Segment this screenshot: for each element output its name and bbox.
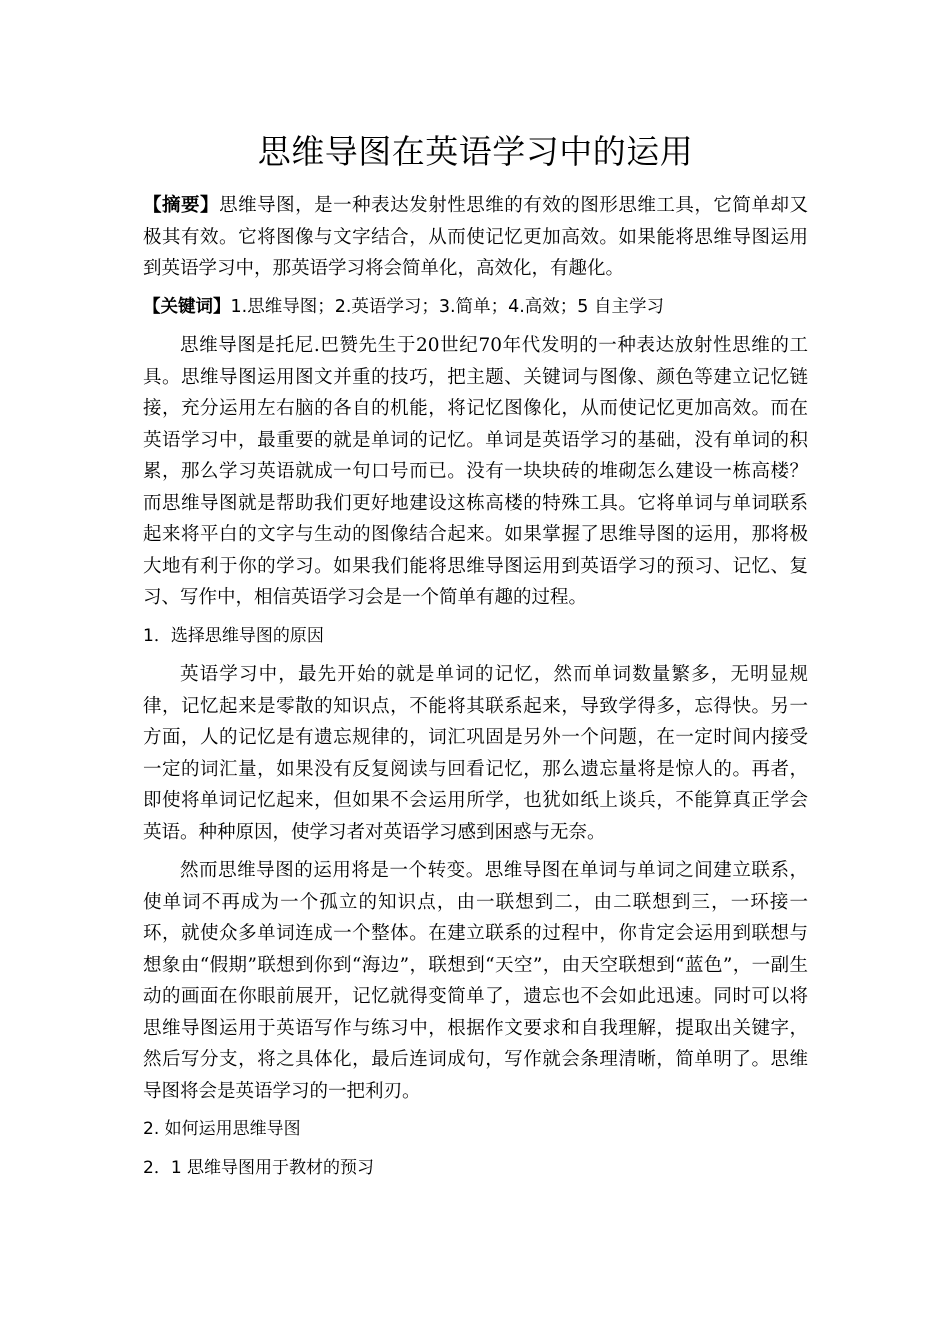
document-body	[143, 128, 808, 1191]
section-1-heading: 1．选择思维导图的原因	[143, 625, 324, 646]
abstract-text: 思维导图，是一种表达发射性思维的有效的图形思维工具，它简单却又极其有效。它将图像与文字结合，从而使记忆更加高效。如果能将思维导图运用到英语学习中，那英语学习将会简单化，高效化，有趣化。	[143, 195, 808, 279]
keywords-label: 【关键词】	[143, 296, 231, 317]
keywords-text: 1.思维导图；2.英语学习；3.简单；4.高效；5 自主学习	[230, 296, 664, 317]
section-1-paragraph-1: 英语学习中，最先开始的就是单词的记忆，然而单词数量繁多，无明显规律，记忆起来是零散的知识点，不能将其联系起来，导致学得多，忘得快。另一方面，人的记忆是有遗忘规律的，词汇巩固是另外一个问题，在一定时间内接受一定的词汇量，如果没有反复阅读与回看记忆，那么遗忘量将是惊人的。再者，即使将单词记忆起来，但如果不会运用所学，也犹如纸上谈兵，不能算真正学会英语。种种原因，使学习者对英语学习感到困惑与无奈。	[143, 664, 808, 843]
abstract-paragraph	[143, 190, 808, 285]
section-2-heading: 2. 如何运用思维导图	[143, 1119, 301, 1139]
intro-paragraph: 思维导图是托尼.巴赞先生于20世纪70年代发明的一种表达放射性思维的工具。思维导图运用图文并重的技巧，把主题、关键词与图像、颜色等建立记忆链接，充分运用左右脑的各自的机能，将记忆图像化，从而使记忆更加高效。而在英语学习中，最重要的就是单词的记忆。单词是英语学习的基础，没有单词的积累，那么学习英语就成一句口号而已。没有一块块砖的堆砌怎么建设一栋高楼？而思维导图就是帮助我们更好地建设这栋高楼的特殊工具。它将单词与单词联系起来将平白的文字与生动的图像结合起来。如果掌握了思维导图的运用，那将极大地有利于你的学习。如果我们能将思维导图运用到英语学习的预习、记忆、复习、写作中，相信英语学习会是一个简单有趣的过程。	[143, 335, 808, 608]
section-1-paragraph-2: 然而思维导图的运用将是一个转变。思维导图在单词与单词之间建立联系，使单词不再成为一个孤立的知识点，由一联想到二，由二联想到三，一环接一环，就使众多单词连成一个整体。在建立联系的过程中，你肯定会运用到联想与想象由“假期”联想到你到“海边”，联想到“天空”，由天空联想到“蓝色”，一副生动的画面在你眼前展开，记忆就得变简单了，遗忘也不会如此迅速。同时可以将思维导图运用于英语写作与练习中，根据作文要求和自我理解，提取出关键字，然后写分支，将之具体化，最后连词成句，写作就会条理清晰，简单明了。思维导图将会是英语学习的一把利刃。	[143, 860, 808, 1102]
section-2-1-heading: 2．1 思维导图用于教材的预习	[143, 1157, 375, 1178]
abstract-label: 【摘要】	[143, 195, 220, 216]
document-title: 思维导图在英语学习中的运用	[257, 132, 694, 171]
keywords-line	[143, 292, 808, 324]
